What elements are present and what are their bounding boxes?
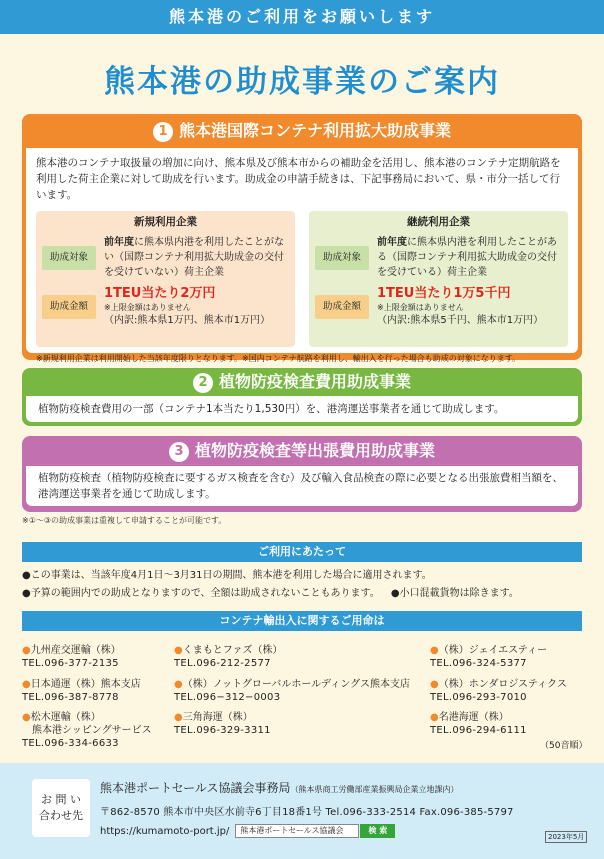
panel-title: 新規利用企業 — [134, 216, 197, 228]
section-heading — [22, 368, 582, 396]
section-body — [26, 148, 578, 363]
amount-breakdown: （内訳:熊本県5千円、熊本市1万円） — [377, 315, 544, 326]
top-banner: 熊本港のご利用をお願いします — [0, 0, 604, 34]
bullet-icon: ● — [430, 679, 439, 690]
url-row — [100, 824, 395, 838]
website-link[interactable]: https://kumamoto-port.jp/ — [100, 825, 230, 837]
section-number-badge: 1 — [153, 122, 173, 142]
contact-name: 名港海運（株） — [438, 712, 509, 723]
contact-item — [174, 678, 410, 704]
amount-limit: ※上限金額はありません — [377, 303, 464, 312]
usage-heading: ご利用にあたって — [22, 542, 582, 562]
contact-name: 九州産交運輸（株） — [30, 645, 121, 656]
bullet-icon: ● — [174, 712, 183, 723]
target-text-block — [377, 235, 562, 280]
amount-label: 助成金額 — [315, 295, 369, 319]
contact-name: 三角海運（株） — [182, 712, 253, 723]
contact-tel: TEL.096-293-7010 — [430, 692, 527, 703]
target-text: に熊本県内港を利用したことがない（国際コンテナ利用拡大助成金の交付を受けていない）荷主企業 — [104, 237, 284, 278]
footer — [0, 763, 604, 859]
search-button[interactable]: 検 索 — [360, 824, 395, 838]
contact-item — [22, 644, 121, 670]
contact-name-2: 熊本港シッピングサービス — [32, 725, 152, 736]
section-heading-text: 植物防疫検査費用助成事業 — [218, 372, 411, 391]
amount-row — [42, 286, 289, 328]
target-text-block — [104, 235, 289, 280]
contact-item — [430, 644, 547, 670]
target-row — [315, 235, 562, 280]
section-text: 植物防疫検査費用の一部（コンテナ1本当たり1,530円）を、港湾運送事業者を通じて助成します。 — [38, 403, 505, 415]
section-text: 植物防疫検査（植物防疫検査に要するガス検査を含む）及び輸入食品検査の際に必要となる出張旅費相当額を、港湾運送事業者を通じて助成します。 — [38, 472, 563, 500]
section-number-badge: 2 — [193, 373, 213, 393]
bullet-icon: ● — [430, 712, 439, 723]
company-types — [36, 211, 568, 347]
page-title: 熊本港の助成事業のご案内 — [104, 64, 500, 100]
usage-line-2b: ●小口混載貨物は除きます。 — [390, 588, 519, 599]
contact-item — [430, 678, 567, 704]
contact-tel: TEL.096-377-2135 — [22, 658, 119, 669]
amount-block — [377, 286, 543, 328]
bullet-icon: ● — [22, 645, 31, 656]
contact-tel: TEL.096-329-3311 — [174, 725, 271, 736]
contact-item — [174, 711, 271, 737]
amount-limit: ※上限金額はありません — [104, 303, 191, 312]
section-number-badge: 3 — [169, 442, 189, 462]
contact-item — [22, 678, 141, 704]
duplicate-note: ※①～③の助成事業は重複して申請することが可能です。 — [22, 516, 227, 525]
section-heading-text: 熊本港国際コンテナ利用拡大助成事業 — [178, 121, 451, 140]
section-body — [26, 396, 578, 422]
section-heading — [22, 436, 582, 466]
new-user-panel — [36, 211, 295, 347]
contact-name: （株）ジェイエスティー — [438, 645, 548, 656]
section-note: ※新規利用企業は利用開始した当該年度限りとなります。※国内コンテナ航路を利用し、輸出入を行った場合も助成の対象になります。 — [36, 354, 521, 363]
target-label: 助成対象 — [42, 246, 96, 270]
section-heading — [22, 114, 582, 148]
section-heading-text: 植物防疫検査等出張費用助成事業 — [194, 441, 435, 460]
section-container-travel-expense — [22, 436, 582, 512]
contact-tel: TEL.096-387-8778 — [22, 692, 119, 703]
inquiry-box — [32, 779, 90, 837]
panel-title: 継続利用企業 — [407, 216, 470, 228]
bullet-icon: ● — [22, 679, 31, 690]
contact-tel: TEL.096−312−0003 — [174, 692, 281, 703]
contact-name: （株）ホンダロジスティクス — [438, 679, 567, 690]
contacts-heading: コンテナ輸出入に関するご用命は — [22, 611, 582, 631]
target-bold: 前年度 — [104, 237, 134, 248]
contact-name: 日本通運（株）熊本支店 — [30, 679, 141, 690]
amount-value: 1TEU当たり1万5千円 — [377, 286, 511, 301]
org-name: 熊本港ポートセールス協議会事務局 — [100, 781, 291, 795]
contact-name: くまもとファズ（株） — [182, 645, 283, 656]
amount-row — [315, 286, 562, 328]
bullet-icon: ● — [174, 679, 183, 690]
contact-tel: TEL.096-324-5377 — [430, 658, 527, 669]
contact-item — [430, 711, 527, 737]
section-body — [26, 466, 578, 506]
bullet-icon: ● — [174, 645, 183, 656]
contact-tel: TEL.096-294-6111 — [430, 725, 527, 736]
contact-tel: TEL.096-334-6633 — [22, 738, 119, 749]
target-row — [42, 235, 289, 280]
contact-name: （株）ノットグローバルホールディングス熊本支店 — [182, 679, 411, 690]
target-label: 助成対象 — [315, 246, 369, 270]
amount-block — [104, 286, 270, 328]
target-text: に熊本県内港を利用したことがある（国際コンテナ利用拡大助成金の交付を受けている）荷主企業 — [377, 237, 557, 278]
contact-name: 松木運輸（株） — [30, 712, 101, 723]
inquiry-label-2: 合わせ先 — [39, 809, 83, 822]
amount-breakdown: （内訳:熊本県1万円、熊本市1万円） — [104, 315, 271, 326]
bullet-icon: ● — [430, 645, 439, 656]
target-bold: 前年度 — [377, 237, 407, 248]
organization — [100, 779, 459, 796]
org-note: （熊本県商工労働部産業振興局企業立地課内） — [290, 785, 459, 794]
address: 〒862-8570 熊本市中央区水前寺6丁目18番1号 Tel.096-333-2514 Fax.096-385-5797 — [100, 807, 514, 818]
issue-date: 2023年5月 — [545, 831, 587, 843]
contact-item — [22, 711, 152, 750]
inquiry-label-1: お 問 い — [41, 793, 81, 806]
continuing-user-panel — [309, 211, 568, 347]
search-input[interactable]: 熊本港ポートセールス協議会 — [235, 824, 359, 838]
amount-value: 1TEU当たり2万円 — [104, 286, 216, 301]
section-container-subsidy — [22, 114, 582, 363]
contact-tel: TEL.096-212-2577 — [174, 658, 271, 669]
contact-item — [174, 644, 283, 670]
bullet-icon: ● — [22, 712, 31, 723]
amount-label: 助成金額 — [42, 295, 96, 319]
section-container-plant-inspection — [22, 368, 582, 426]
usage-line-2a: ●予算の範囲内での助成となりますので、全額は助成されないこともあります。 — [22, 588, 380, 599]
order-note: （50音順） — [540, 741, 588, 751]
section-intro: 熊本港のコンテナ取扱量の増加に向け、熊本県及び熊本市からの補助金を活用し、熊本港のコンテナ定期航路を利用した荷主企業に対して助成を行います。助成金の申請手続きは、下記事務局において、県・市分一括して行います。 — [36, 157, 561, 201]
usage-line-2 — [22, 585, 582, 602]
usage-line-1: ●この事業は、当該年度4月1日～3月31日の期間、熊本港を利用した場合に適用されます。 — [22, 570, 432, 581]
